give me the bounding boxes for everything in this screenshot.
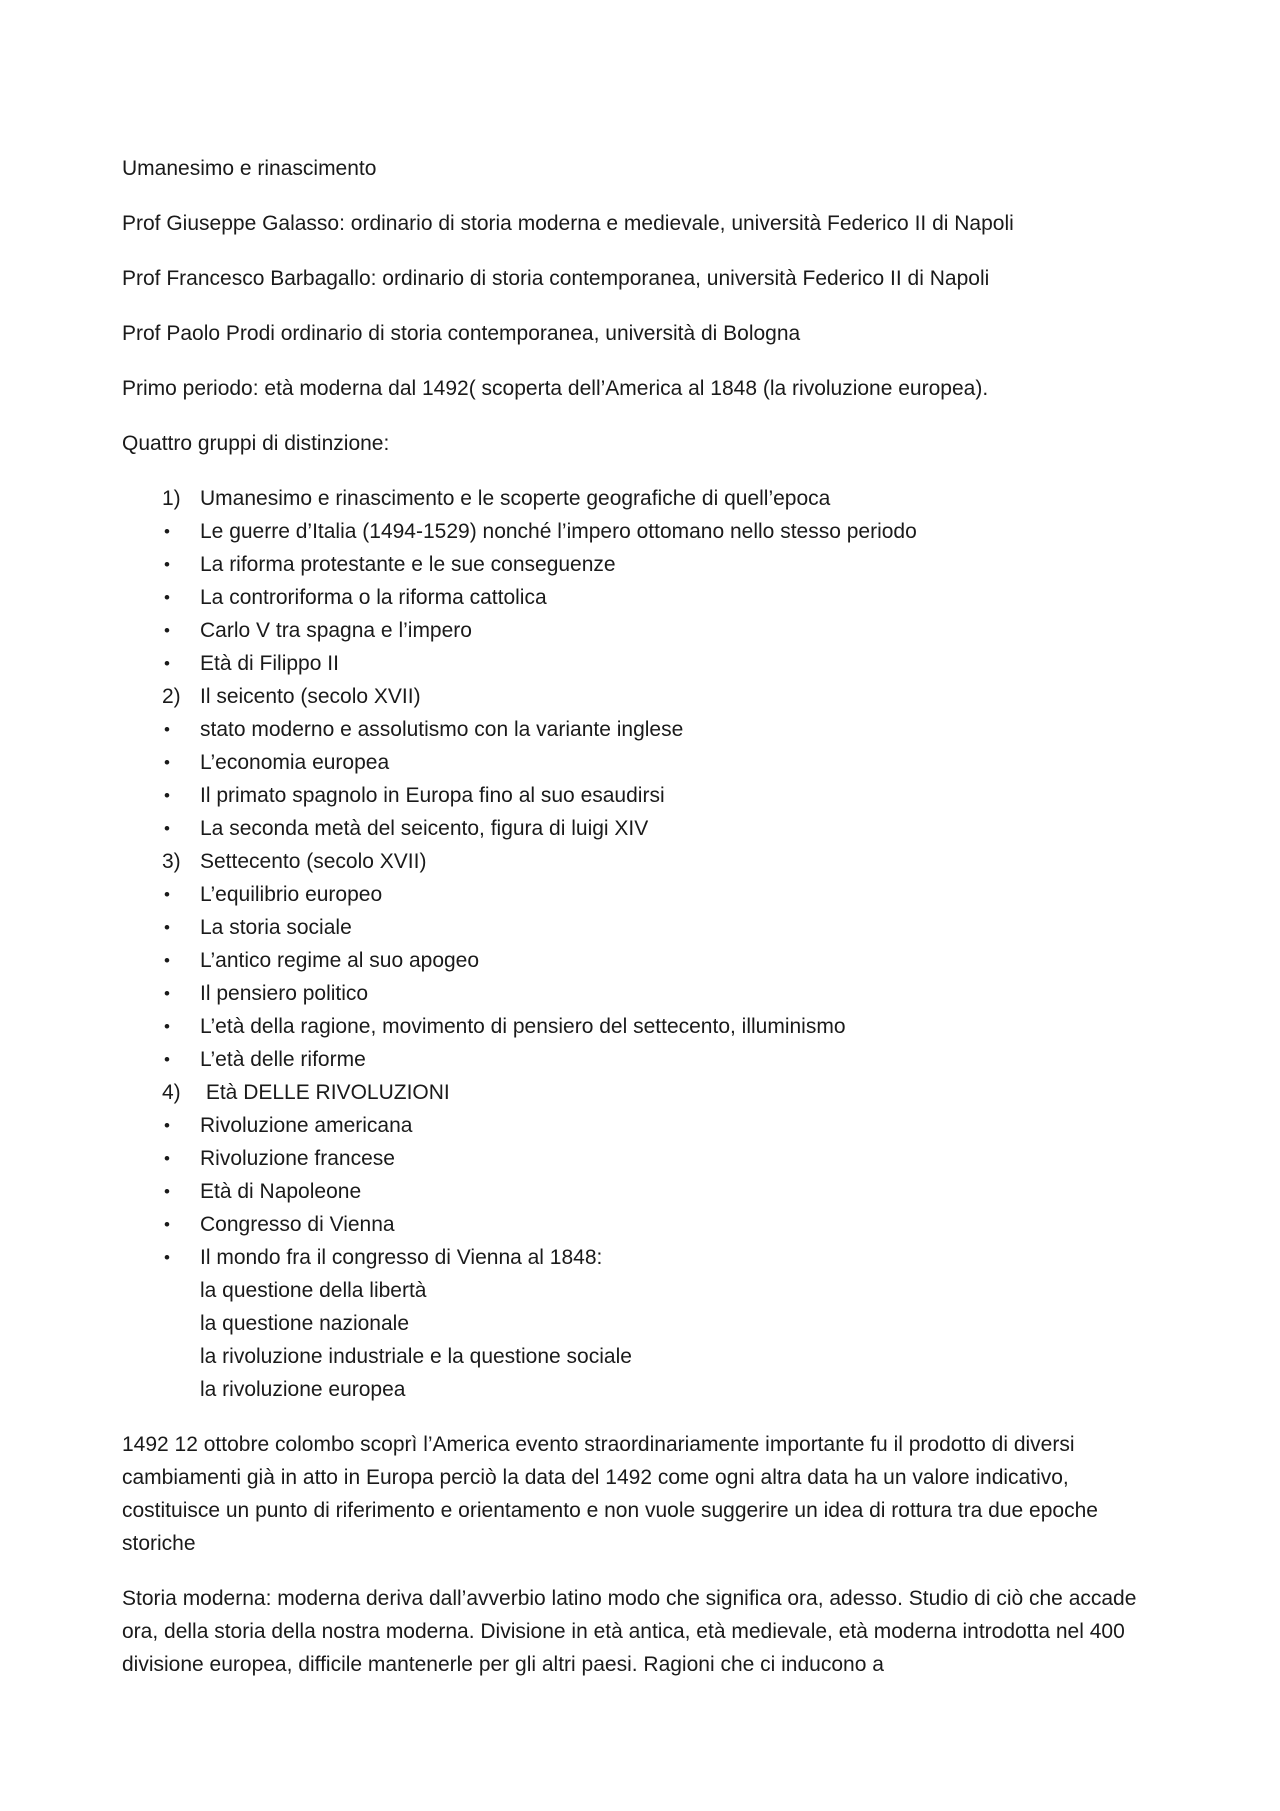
sublist-item: la rivoluzione industriale e la questione sociale [200,1345,632,1368]
list-marker: • [164,1149,170,1168]
list-item [122,944,1162,977]
list-item [122,1076,1162,1109]
list-item-text: Età di Napoleone [200,1180,362,1203]
list-item-text: L’età delle riforme [200,1048,366,1071]
list-item-text: Età DELLE RIVOLUZIONI [200,1081,450,1104]
list-item-text: La controriforma o la riforma cattolica [200,586,547,609]
document-page [122,152,1162,1703]
list-item [122,812,1162,845]
list-item [122,779,1162,812]
list-item [122,911,1162,944]
list-item-text: La seconda metà del seicento, figura di luigi XIV [200,817,649,840]
list-item-text: Il pensiero politico [200,982,369,1005]
list-item [122,845,1162,878]
list-item [122,1109,1162,1142]
period-line: Primo periodo: età moderna dal 1492( scoperta dell’America al 1848 (la rivoluzione europea). [122,377,989,400]
list-marker: • [164,1017,170,1036]
list-item [122,1142,1162,1175]
sublist-item: la questione della libertà [200,1279,427,1302]
list-marker: • [164,555,170,574]
list-marker: 2) [162,685,181,708]
list-item-text: L’economia europea [200,751,390,774]
list-item-text: Carlo V tra spagna e l’impero [200,619,472,642]
list-item-text: Rivoluzione americana [200,1114,413,1137]
list-item-text: L’età della ragione, movimento di pensiero del settecento, illuminismo [200,1015,846,1038]
list-marker: • [164,1116,170,1135]
list-marker: • [164,522,170,541]
list-item [122,1043,1162,1076]
list-marker: • [164,786,170,805]
list-marker: • [164,621,170,640]
list-item-text: Il mondo fra il congresso di Vienna al 1848: [200,1246,603,1269]
topic-list [122,482,1162,1406]
list-item [122,581,1162,614]
list-item [122,746,1162,779]
list-marker: 3) [162,850,181,873]
list-item [122,647,1162,680]
list-item-text: Le guerre d’Italia (1494-1529) nonché l’impero ottomano nello stesso periodo [200,520,917,543]
list-item [122,680,1162,713]
list-marker: • [164,1182,170,1201]
professor-line-barbagallo: Prof Francesco Barbagallo: ordinario di storia contemporanea, università Federico II di Napoli [122,267,990,290]
list-item-text: Rivoluzione francese [200,1147,395,1170]
list-item [122,1010,1162,1043]
list-marker: • [164,1050,170,1069]
sublist-item: la rivoluzione europea [200,1378,406,1401]
list-item-text: stato moderno e assolutismo con la variante inglese [200,718,684,741]
list-item-text: L’antico regime al suo apogeo [200,949,480,972]
professor-line-galasso: Prof Giuseppe Galasso: ordinario di storia moderna e medievale, università Federico II di Napoli [122,212,1014,235]
list-marker: • [164,918,170,937]
list-item-text: Umanesimo e rinascimento e le scoperte geografiche di quell’epoca [200,487,831,510]
document-title: Umanesimo e rinascimento [122,157,377,180]
list-item-text: L’equilibrio europeo [200,883,383,906]
list-item-text: Il primato spagnolo in Europa fino al suo esaudirsi [200,784,665,807]
list-item [122,1241,1162,1274]
list-item-text: Il seicento (secolo XVII) [200,685,421,708]
list-item [122,515,1162,548]
list-marker: • [164,819,170,838]
list-marker: • [164,588,170,607]
list-marker: • [164,984,170,1003]
list-item [122,482,1162,515]
list-item-text: Età di Filippo II [200,652,339,675]
list-item [122,713,1162,746]
list-item [122,1208,1162,1241]
list-marker: • [164,885,170,904]
list-marker: • [164,753,170,772]
professor-line-prodi: Prof Paolo Prodi ordinario di storia contemporanea, università di Bologna [122,322,801,345]
list-item [122,977,1162,1010]
sublist-item: la questione nazionale [200,1312,409,1335]
list-marker: • [164,654,170,673]
list-marker: • [164,1215,170,1234]
list-item-text: Settecento (secolo XVII) [200,850,427,873]
list-item-text: Congresso di Vienna [200,1213,395,1236]
paragraph-1492: 1492 12 ottobre colombo scoprì l’America evento straordinariamente importante fu il prodotto di diversi cambiamenti già in atto in Europa perciò la data del 1492 come ogni altra data ha un valore indicativo, costituisce un punto di riferimento e orientamento e non vuole suggerire un idea di rottura tra due epoche storiche [122,1433,1098,1555]
list-item [122,878,1162,911]
list-item [122,1175,1162,1208]
list-marker: 4) [162,1081,181,1104]
list-marker: • [164,1248,170,1267]
list-item [122,548,1162,581]
list-item-text: La storia sociale [200,916,352,939]
groups-heading: Quattro gruppi di distinzione: [122,432,390,455]
list-item-text: La riforma protestante e le sue conseguenze [200,553,616,576]
list-marker: 1) [162,487,181,510]
list-marker: • [164,951,170,970]
list-item [122,614,1162,647]
list-marker: • [164,720,170,739]
paragraph-storia-moderna: Storia moderna: moderna deriva dall’avverbio latino modo che significa ora, adesso. Studio di ciò che accade ora, della storia della nostra moderna. Divisione in età antica, età medievale, età moderna introdotta nel 400 divisione europea, difficile mantenerle per gli altri paesi. Ragioni che ci inducono a [122,1587,1137,1676]
